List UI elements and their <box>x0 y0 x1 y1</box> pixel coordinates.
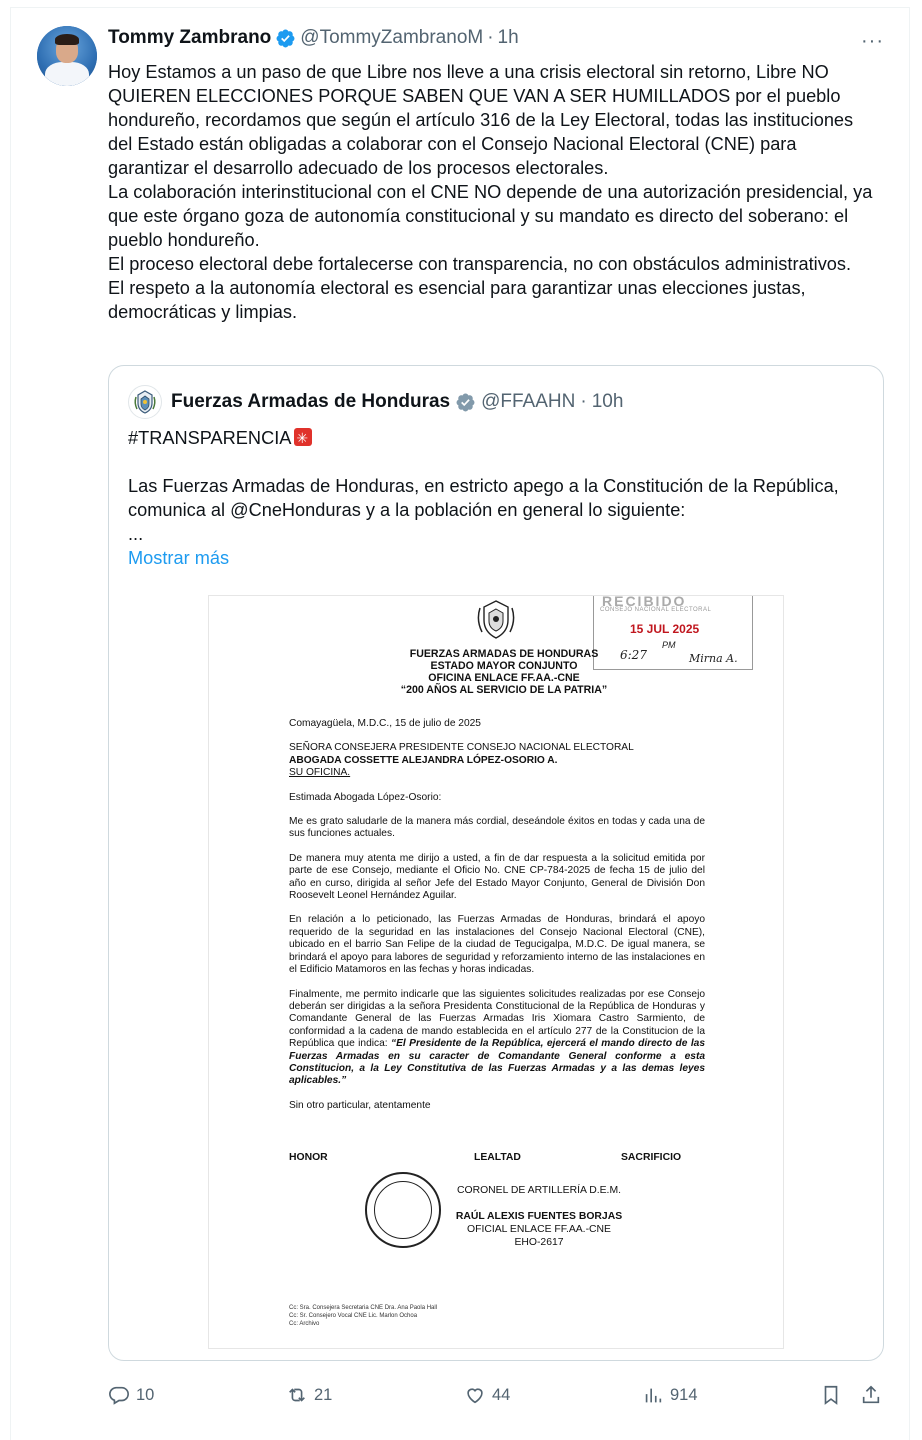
show-more-link[interactable]: Mostrar más <box>128 548 230 568</box>
repost-icon <box>286 1384 308 1406</box>
handle[interactable]: @TommyZambranoM <box>300 27 484 48</box>
crest-icon <box>132 389 158 415</box>
closing: Sin otro particular, atentamente <box>289 1099 431 1111</box>
like-button[interactable] <box>464 1380 510 1410</box>
signature-block: CORONEL DE ARTILLERÍA D.E.M. RAÚL ALEXIS FUENTES BORJAS OFICIAL ENLACE FF.AA.-CNE EHO-2617 <box>455 1185 623 1248</box>
siren-emoji-icon <box>294 428 312 446</box>
quoted-display-name[interactable]: Fuerzas Armadas de Honduras <box>171 391 451 412</box>
heart-icon <box>464 1384 486 1406</box>
like-count: 44 <box>492 1385 511 1404</box>
quoted-tweet-header <box>128 386 623 418</box>
timestamp[interactable]: 1h <box>497 27 519 48</box>
reply-icon <box>108 1384 130 1406</box>
tweet-text <box>108 60 878 324</box>
display-name[interactable]: Tommy Zambrano <box>108 27 272 48</box>
reply-button[interactable] <box>108 1380 154 1410</box>
cc-list: Cc: Sra. Consejera Secretaria CNE Dra. Ana Paola Hall Cc: Sr. Consejero Vocal CNE Lic. Marlon Ochoa Cc: Archivo <box>289 1305 438 1327</box>
repost-button[interactable] <box>286 1380 332 1410</box>
bookmark-button[interactable] <box>820 1380 842 1410</box>
avatar[interactable] <box>37 26 97 86</box>
tweet-paragraph: Hoy Estamos a un paso de que Libre nos lleve a una crisis electoral sin retorno, Libre NO QUIEREN ELECCIONES PORQUE SABEN QUE VAN A SER HUMILLADOS por el pueblo hondureño, recordamos que según el artículo 316 de la Ley Electoral, todas las instituciones del Estado están obligadas a colaborar con el Consejo Nacional Electoral (CNE) para garantizar el desarrollo adecuado de los procesos electorales. <box>108 62 854 178</box>
share-button[interactable] <box>860 1380 882 1410</box>
doc-paragraph: Me es grato saludarle de la manera más cordial, deseándole éxitos en todas y cada una de sus funciones actuales. <box>289 816 705 840</box>
quoted-handle[interactable]: @FFAAHN <box>481 391 576 412</box>
quoted-tweet-text <box>128 426 848 546</box>
verified-badge-icon <box>275 28 296 49</box>
place-date: Comayagüela, M.D.C., 15 de julio de 2025 <box>289 718 481 729</box>
received-stamp: RECIBIDO CONSEJO NACIONAL ELECTORAL 15 JUL 2025 PM 6:27 Mirna A. <box>593 596 753 670</box>
document-letterhead: FUERZAS ARMADAS DE HONDURAS ESTADO MAYOR CONJUNTO OFICINA ENLACE FF.AA.-CNE “200 AÑOS AL SERVICIO DE LA PATRIA” <box>400 648 608 696</box>
views-count: 914 <box>670 1385 698 1404</box>
quoted-timestamp[interactable]: 10h <box>591 391 624 412</box>
quoted-tweet[interactable] <box>108 365 884 1361</box>
views-icon <box>642 1384 664 1406</box>
document-body <box>289 718 705 1124</box>
share-icon <box>860 1384 882 1406</box>
action-bar <box>108 1380 884 1410</box>
repost-count: 21 <box>314 1385 333 1404</box>
views-button[interactable] <box>642 1380 698 1410</box>
separator-dot: · <box>487 27 494 48</box>
tweet-paragraph: El proceso electoral debe fortalecerse con transparencia, no con obstáculos administrativos. <box>108 254 852 274</box>
tweet-header <box>108 26 519 50</box>
separator-dot: · <box>580 391 587 412</box>
more-options-icon[interactable]: ··· <box>861 30 884 52</box>
reply-count: 10 <box>136 1385 155 1404</box>
bookmark-icon <box>820 1384 842 1406</box>
tweet-paragraph: El respeto a la autonomía electoral es esencial para garantizar unas elecciones justas, democráticas y limpias. <box>108 278 806 322</box>
doc-paragraph: Finalmente, me permito indicarle que las siguientes solicitudes realizadas por ese Consejo deberán ser dirigidas a la señora Presidenta Constitucional de la República de Honduras y Comandante General de las Fuerzas Armadas Iris Xiomara Castro Sarmiento, de conformidad a la cadena de mando establecida en el artículo 277 de la Constitucion de la República que indica: “El Presidente de la República, ejercerá el mando directo de las Fuerzas Armadas en su caracter de Comandante General conforme a esta Constitucion, a la Ley Constitutiva de las Fuerzas Armadas y a las demas leyes aplicables.” <box>289 988 705 1087</box>
quoted-paragraph: Las Fuerzas Armadas de Honduras, en estricto apego a la Constitución de la República, comunica al @CneHonduras y a la población en general lo siguiente: <box>128 476 839 520</box>
addressee-block: SEÑORA CONSEJERA PRESIDENTE CONSEJO NACIONAL ELECTORAL ABOGADA COSSETTE ALEJANDRA LÓPEZ-OSORIO A. SU OFICINA. <box>289 742 634 779</box>
ffaa-crest-avatar[interactable] <box>128 385 162 419</box>
doc-paragraph: En relación a lo peticionado, las Fuerzas Armadas de Honduras, brindará el apoyo requerido de la seguridad en las instalaciones del Consejo Nacional Electoral (CNE), ubicado en el barrio San Felipe de la ciudad de Tegucigalpa, M.D.C. De igual manera, se brindará el apoyo para labores de seguridad y reforzamiento interno de las instalaciones en el Edificio Matamoros en las fechas y horas indicadas. <box>289 914 705 976</box>
verified-badge-icon <box>455 392 476 413</box>
hashtag-link[interactable]: #TRANSPARENCIA <box>128 428 292 448</box>
document-image[interactable]: RECIBIDO CONSEJO NACIONAL ELECTORAL 15 JUL 2025 PM 6:27 Mirna A. FUERZAS ARMADAS DE HONDURAS ESTADO MAYOR CONJUNTO OFICINA ENLACE FF.AA.-CNE “200 AÑOS AL SERVICIO DE LA PATRIA” Comayagüela, M.D.C., 15 de julio de 2025 SEÑORA CONSEJERA PRESIDENTE CONSEJO NACIONAL ELECTORAL ABOGADA COSSETTE ALEJANDRA LÓPEZ-OSORIO A. SU OFICINA. Estimada Abogada López-Osorio: Me es grato saludarle de la manera más cordial, deseándole éxitos en todas y cada una de sus funciones actuales. De manera muy atenta me dirijo a usted, a fin de dar respuesta a la solicitud emitida por parte de ese Consejo, mediante el Oficio No. CNE CP-784-2025 de fecha 15 de julio del año en curso, dirigida al señor Jefe del Estado Mayor Conjunto, General de División Don Roosevelt Leonel Hernández Aguilar. En relación a lo peticionado, las Fuerzas Armadas de Honduras, brindará el apoyo requerido de la seguridad en las instalaciones del Consejo Nacional Electoral (CNE), ubicado en el barrio San Felipe de la ciudad de Tegucigalpa, M.D.C. De igual manera, se brindará el apoyo para labores de seguridad y reforzamiento interno de las instalaciones en el Edificio Matamoros en las fechas y horas indicadas. Finalmente, me permito indicarle que las siguientes solicitudes realizadas por ese Consejo deberán ser dirigidas a la señora Presidenta Constitucional de la República de Honduras y Comandante General de las Fuerzas Armadas Iris Xiomara Castro Sarmiento, de conformidad a la cadena de mando establecida en el artículo 277 de la Constitucion de la República que indica: “El Presidente de la República, ejercerá el mando directo de las Fuerzas Armadas en su caracter de Comandante General conforme a esta Constitucion, a la Ley Constitutiva de las Fuerzas Armadas y a las demas leyes aplicables.” Sin otro particular, atentamente HONOR LEALTAD SACRIFICIO CORONEL DE ARTILLERÍA D.E.M. RAÚL ALEXIS FUENTES BORJAS OFICIAL ENLACE FF.AA.-CNE EHO-2617 Cc: Sra. Consejera Secretaria CNE Dra. Ana Paola Hall Cc: Sr. Consejero Vocal CNE Lic. Marlon Ochoa Cc: Archivo <box>209 596 783 1348</box>
crest-icon <box>474 598 518 642</box>
doc-paragraph: De manera muy atenta me dirijo a usted, a fin de dar respuesta a la solicitud emitida por parte de ese Consejo, mediante el Oficio No. CNE CP-784-2025 de fecha 15 de julio del año en curso, dirigida al señor Jefe del Estado Mayor Conjunto, General de División Don Roosevelt Leonel Hernández Aguilar. <box>289 852 705 902</box>
salutation: Estimada Abogada López-Osorio: <box>289 791 442 803</box>
ellipsis: ... <box>128 524 144 544</box>
tweet-paragraph: La colaboración interinstitucional con el CNE NO depende de una autorización presidencial, ya que este órgano goza de autonomía constitucional y su mandato es directo del soberano: el pueblo hondureño. <box>108 182 873 250</box>
